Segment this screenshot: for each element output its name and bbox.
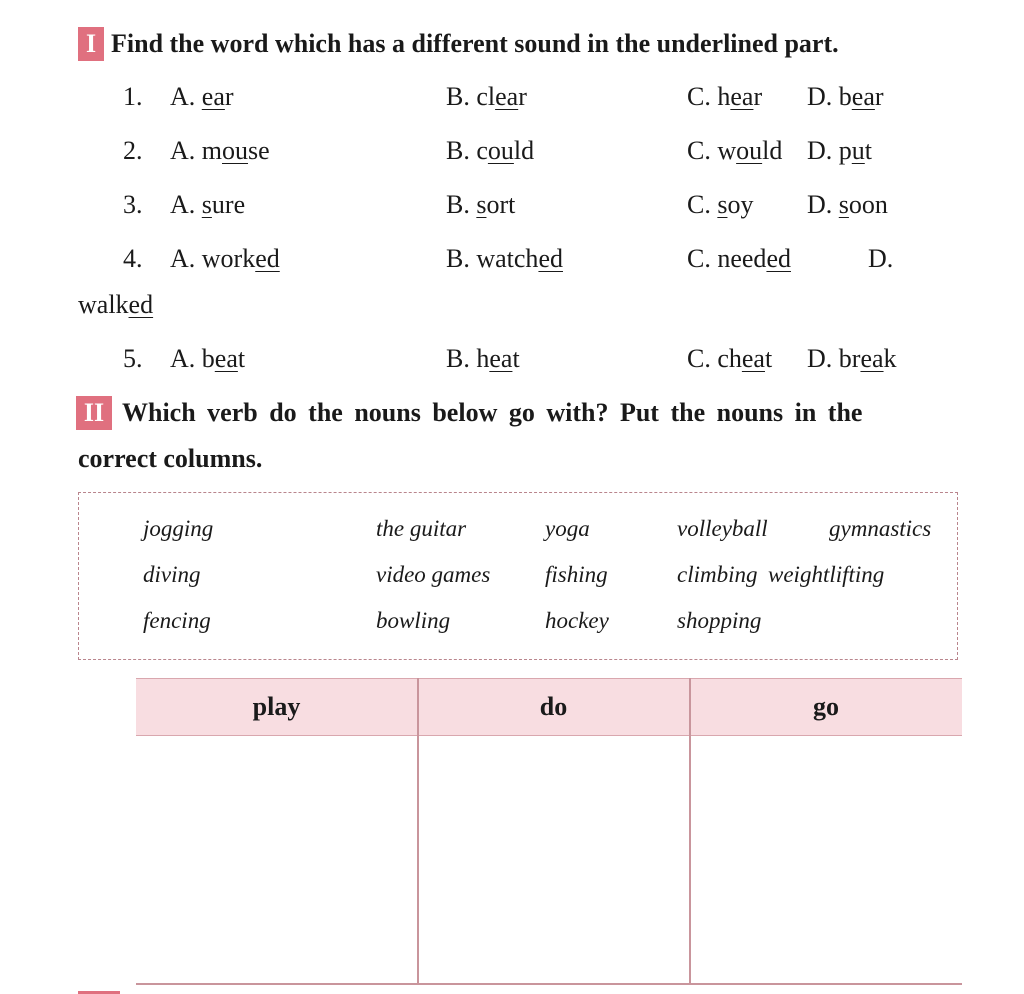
- word-pre: h: [717, 82, 731, 111]
- underlined-part: s: [838, 190, 849, 219]
- word-bank-box: [78, 492, 958, 660]
- question-number: 1.: [123, 82, 143, 111]
- option-b: [446, 242, 563, 276]
- section-1-badge: I: [78, 27, 104, 61]
- option-label: A.: [170, 190, 196, 219]
- option-b: [446, 342, 520, 376]
- word-pre: walk: [78, 290, 129, 319]
- underlined-part: ou: [487, 136, 514, 165]
- underlined-part: u: [851, 136, 865, 165]
- word-fishing: fishing: [545, 562, 608, 587]
- option-label: B.: [446, 136, 470, 165]
- word-yoga: yoga: [545, 516, 590, 541]
- word-pre: b: [201, 344, 215, 373]
- word-pre: m: [201, 136, 223, 165]
- word-pre: work: [201, 244, 256, 273]
- option-c: [687, 242, 791, 276]
- word-pre: cl: [476, 82, 496, 111]
- word-pre: w: [717, 136, 737, 165]
- word-post: r: [874, 82, 884, 111]
- option-a: [170, 342, 245, 376]
- word-post: t: [237, 344, 246, 373]
- word-pre: p: [838, 136, 852, 165]
- question-number: 4.: [123, 244, 143, 273]
- word-hockey: hockey: [545, 608, 609, 633]
- word-post: ort: [486, 190, 516, 219]
- word-post: k: [883, 344, 897, 373]
- word-volleyball: volleyball: [677, 516, 768, 541]
- word-post: r: [518, 82, 527, 111]
- option-c: [687, 134, 782, 168]
- word-pre: need: [717, 244, 767, 273]
- section-2-badge: II: [76, 396, 112, 430]
- option-d: [807, 188, 888, 222]
- option-label: D.: [807, 82, 833, 111]
- underlined-part: ed: [538, 244, 563, 273]
- word-post: t: [864, 136, 873, 165]
- table-divider-2: [689, 678, 691, 984]
- underlined-part: ea: [495, 82, 519, 111]
- word-post: t: [512, 344, 520, 373]
- word-the-guitar: the guitar: [376, 516, 467, 541]
- option-label: C.: [687, 82, 711, 111]
- underlined-part: ea: [214, 344, 238, 373]
- underlined-part: s: [476, 190, 487, 219]
- section-1-title: Find the word which has a different sound in the underlined part.: [111, 29, 839, 58]
- option-label: A.: [170, 136, 196, 165]
- word-post: oon: [848, 190, 888, 219]
- word-post: t: [764, 344, 773, 373]
- underlined-part: ea: [730, 82, 754, 111]
- column-header-play: play: [252, 692, 301, 721]
- word-post: r: [753, 82, 763, 111]
- table-divider-1: [417, 678, 419, 984]
- option-label: C.: [687, 190, 711, 219]
- option-c: [687, 188, 753, 222]
- underlined-part: ou: [222, 136, 249, 165]
- section-2-title-line2: correct columns.: [78, 444, 263, 473]
- option-a: [170, 242, 280, 276]
- word-post: se: [248, 136, 270, 165]
- section-2-title-line1: Which verb do the nouns below go with? Put the nouns in the: [122, 398, 863, 427]
- word-post: ld: [762, 136, 783, 165]
- option-label: C.: [687, 244, 711, 273]
- word-jogging: jogging: [143, 516, 214, 541]
- option-d: [807, 134, 872, 168]
- table-bottom-border: [136, 983, 962, 985]
- word-post: r: [224, 82, 234, 111]
- underlined-part: ea: [860, 344, 884, 373]
- word-post: oy: [727, 190, 754, 219]
- option-label: D.: [807, 190, 833, 219]
- word-climbing: climbing: [677, 562, 758, 587]
- underlined-part: ed: [255, 244, 280, 273]
- option-b: [446, 80, 527, 114]
- column-header-do: do: [539, 692, 568, 721]
- underlined-part: ed: [128, 290, 154, 319]
- underlined-part: s: [717, 190, 728, 219]
- word-diving: diving: [143, 562, 201, 587]
- word-pre: c: [476, 136, 488, 165]
- question-number: 5.: [123, 344, 143, 373]
- option-a: [170, 134, 270, 168]
- option-d: [807, 342, 897, 376]
- underlined-part: ou: [736, 136, 763, 165]
- underlined-part: ea: [741, 344, 765, 373]
- option-c: [687, 342, 772, 376]
- word-bowling: bowling: [376, 608, 451, 633]
- word-pre: b: [838, 82, 852, 111]
- column-header-go: go: [813, 692, 839, 721]
- option-label: A.: [170, 82, 196, 111]
- underlined-part: ea: [201, 82, 225, 111]
- option-d: [807, 80, 884, 114]
- option-label: C.: [687, 344, 711, 373]
- word-pre: h: [476, 344, 490, 373]
- word-video-games: video games: [376, 562, 491, 587]
- underlined-part: ea: [851, 82, 875, 111]
- option-a: [170, 188, 245, 222]
- underlined-part: s: [201, 190, 212, 219]
- question-number: 3.: [123, 190, 143, 219]
- option-b: [446, 134, 534, 168]
- word-pre: watch: [476, 244, 539, 273]
- option-a: [170, 80, 234, 114]
- word-weightlifting: weightlifting: [768, 562, 885, 587]
- option-label: A.: [170, 344, 196, 373]
- word-fencing: fencing: [143, 608, 211, 633]
- word-shopping: shopping: [677, 608, 762, 633]
- word-gymnastics: gymnastics: [829, 516, 932, 541]
- option-label: B.: [446, 82, 470, 111]
- word-pre: br: [838, 344, 861, 373]
- option-label: B.: [446, 344, 470, 373]
- option-c: [687, 80, 762, 114]
- option-label: D.: [807, 344, 833, 373]
- word-pre: ch: [717, 344, 742, 373]
- option-word: [78, 288, 153, 322]
- underlined-part: ed: [766, 244, 791, 273]
- option-label: C.: [687, 136, 711, 165]
- word-post: ld: [513, 136, 535, 165]
- question-number: 2.: [123, 136, 143, 165]
- option-label: D.: [807, 136, 833, 165]
- underlined-part: ea: [489, 344, 513, 373]
- word-post: ure: [211, 190, 246, 219]
- option-label: B.: [446, 190, 470, 219]
- option-label: A.: [170, 244, 196, 273]
- option-b: [446, 188, 515, 222]
- option-label: D.: [868, 244, 894, 273]
- option-label: B.: [446, 244, 470, 273]
